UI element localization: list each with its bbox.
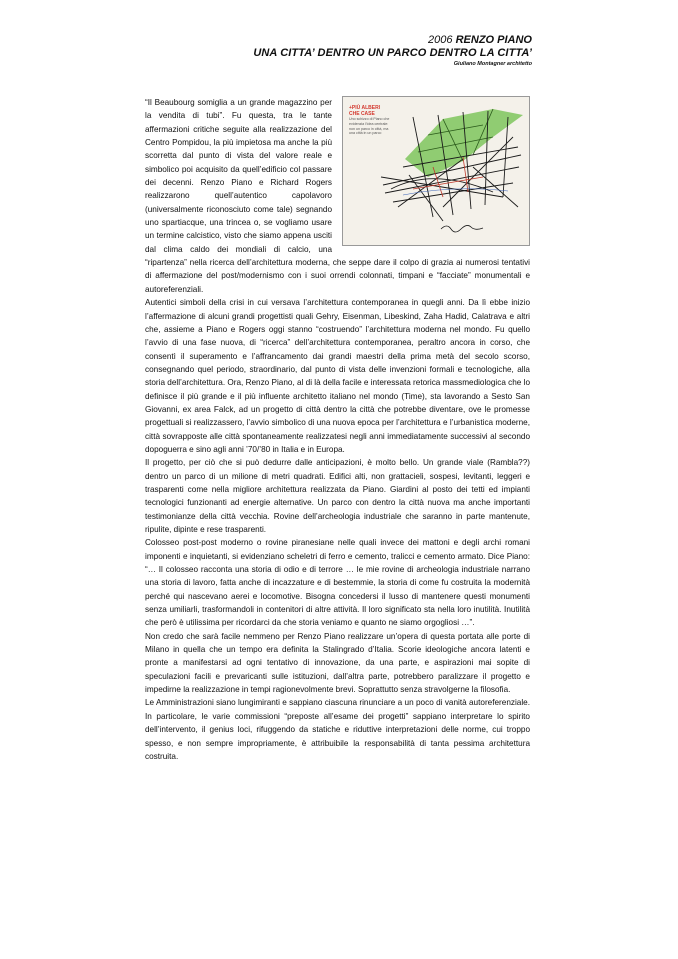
- paragraph: Non credo che sarà facile nemmeno per Renzo Piano realizzare un’opera di questa portata alle porte di Milano in quella che un tempo era definita la Stalingrado d’Italia. Scorie ideologiche ancora latenti e pronte a manifestarsi ad ogni tentativo di innovazione, da una parte, e aspirazioni mai sopite di speculazioni facili e prevaricanti sulle istituzioni, dall’altra parte, potrebbero paralizzare il progetto e impedirne la realizzazione in tempi ragionevolmente brevi. Soprattutto senza stravolgerne la filosofia.: [145, 631, 530, 695]
- header-year: 2006: [428, 34, 453, 46]
- paragraph: Il progetto, per ciò che si può dedurre dalle anticipazioni, è molto bello. Un grande viale (Rambla??) dentro un parco di un milione di metri quadrati. Edifici alti, non grattacieli, sospesi, levitanti, leggeri e trasparenti come nella migliore architettura realizzata da Piano. Giardini al posto dei tetti ed impianti tecnologici funzionanti ad energie alternative. Un parco con dentro la città nuova ma anche importanti testimonianze della città vecchia. Rovine dell’archeologia industriale che saranno in parte mantenute, ripulite, dipinte e rese trasparenti.: [145, 458, 530, 534]
- paragraph: “Il Beaubourg somiglia a un grande magazzino per la vendita di tubi”. Fu questa, tra le tante affermazioni critiche seguite alla realizzazione del Centro Pompidou, la più impietosa ma anche la più scorretta dal punto di vista del valore reale e simbolico poi acquisito da quell’edificio col passare dei decenni. Renzo Piano e Richard Rogers realizzarono quell’autentico capolavoro (universalmente riconosciuto come tale) segnando uno spartiacque, una trincea o, se vogliamo usare un termine calcistico, visto che siamo appena usciti dal clima caldo dei mondiali di calcio, una “ripartenza” nella ricerca dell’architettura moderna, che seppe dare il colpo di grazia ai numerosi tentativi di affermazione del post/modernismo con i suoi orrendi colonnati, timpani e “facciate” monumentali e autoreferenziali.: [145, 98, 530, 294]
- figure-caption: [349, 105, 409, 136]
- paragraph: Le Amministrazioni siano lungimiranti e sappiano ciascuna rinunciare a un poco di vanità autoreferenziale. In particolare, le varie commissioni “preposte all’esame dei progetti” sappiano interpretare lo spirito dell’intervento, il genius loci, rifuggendo da statiche e riduttive interpretazioni delle norme, cui troppo spesso, e non sempre impropriamente, è attribuibile la responsabilità di tanta pessima architettura costruita.: [145, 698, 530, 761]
- header-author: Giuliano Montagner architetto: [453, 61, 532, 67]
- paragraph: Colosseo post-post moderno o rovine piranesiane nelle quali invece dei mattoni e degli archi romani imponenti e inquietanti, si evidenziano scheletri di ferro e cemento, tralicci e cemento armato. Dice Piano: “… Il colosseo racconta una storia di odio e di terrore … le mie rovine di archeologia industriale narrano una storia di lavoro, fatta anche di incazzature e di bestemmie, la storia di come fu costruita la modernità perché qui nascevano aerei e locomotive. Bisogna concedersi il lusso di mantenere questi monumenti senza umiliarli, trasformandoli in contenitori di altre attività. Il loro significato sta nella loro inutilità. Inutilità che però è utilissima per ricordarci da che storia veniamo e quanto ne siamo orgogliosi …”.: [145, 538, 530, 628]
- header-year-name: [253, 34, 532, 47]
- header-architect-name: RENZO PIANO: [455, 34, 532, 46]
- figure-caption-line: non un parco in città, ma: [349, 126, 389, 131]
- figure-caption-line: evidenzia l'idea centrale:: [349, 121, 389, 126]
- article-body: [145, 96, 530, 763]
- document-header: [253, 34, 532, 68]
- figure-caption-title-1: +PIÙ ALBERI: [349, 105, 381, 111]
- paragraph: Autentici simboli della crisi in cui versava l’architettura contemporanea in quegli anni. Da lì ebbe inizio l’affermazione di alcuni grandi progettisti quali Gehry, Eisenman, Libeskind, Zaha Hadid, Calatrava e altri che, assieme a Piano e Rogers oggi stanno “costruendo” l’architettura moderna nel mondo. Fu quello l’avvio di una fase nuova, di “ricerca” dell’architettura contemporanea, peraltro ancora in corso, che consentì il superamento e l’affrancamento dai grandi maestri della prima metà del secolo scorso, consegnando quel periodo, straordinario, dal punto di vista delle invenzioni formali e tecnologiche, alla storia dell’architettura. Ora, Renzo Piano, al di là della facile e interessata retorica massmediologica che lo definisce il più grande e il più influente architetto italiano nel mondo (Time), sta lavorando a Sesto San Giovanni, ex area Falck, ad un progetto di città dentro la città che potrebbe diventare, ove le promesse progettuali si realizzassero, l’avvio simbolico di una nuova epoca per l’architettura e l’urbanistica moderne, città sovrapposte alle città spontaneamente realizzatesi negli anni immediatamente successivi al secondo dopoguerra e sino agli anni ’70/’80 in Italia e in Europa.: [145, 298, 531, 454]
- figure-caption-line: Uno schizzo di Piano che: [349, 117, 390, 121]
- header-title: UNA CITTA’ DENTRO UN PARCO DENTRO LA CITTA’: [253, 47, 532, 59]
- sketch-figure: [342, 96, 530, 246]
- figure-caption-line: una città in un parco: [349, 131, 382, 136]
- figure-caption-title-2: CHE CASE: [349, 111, 375, 117]
